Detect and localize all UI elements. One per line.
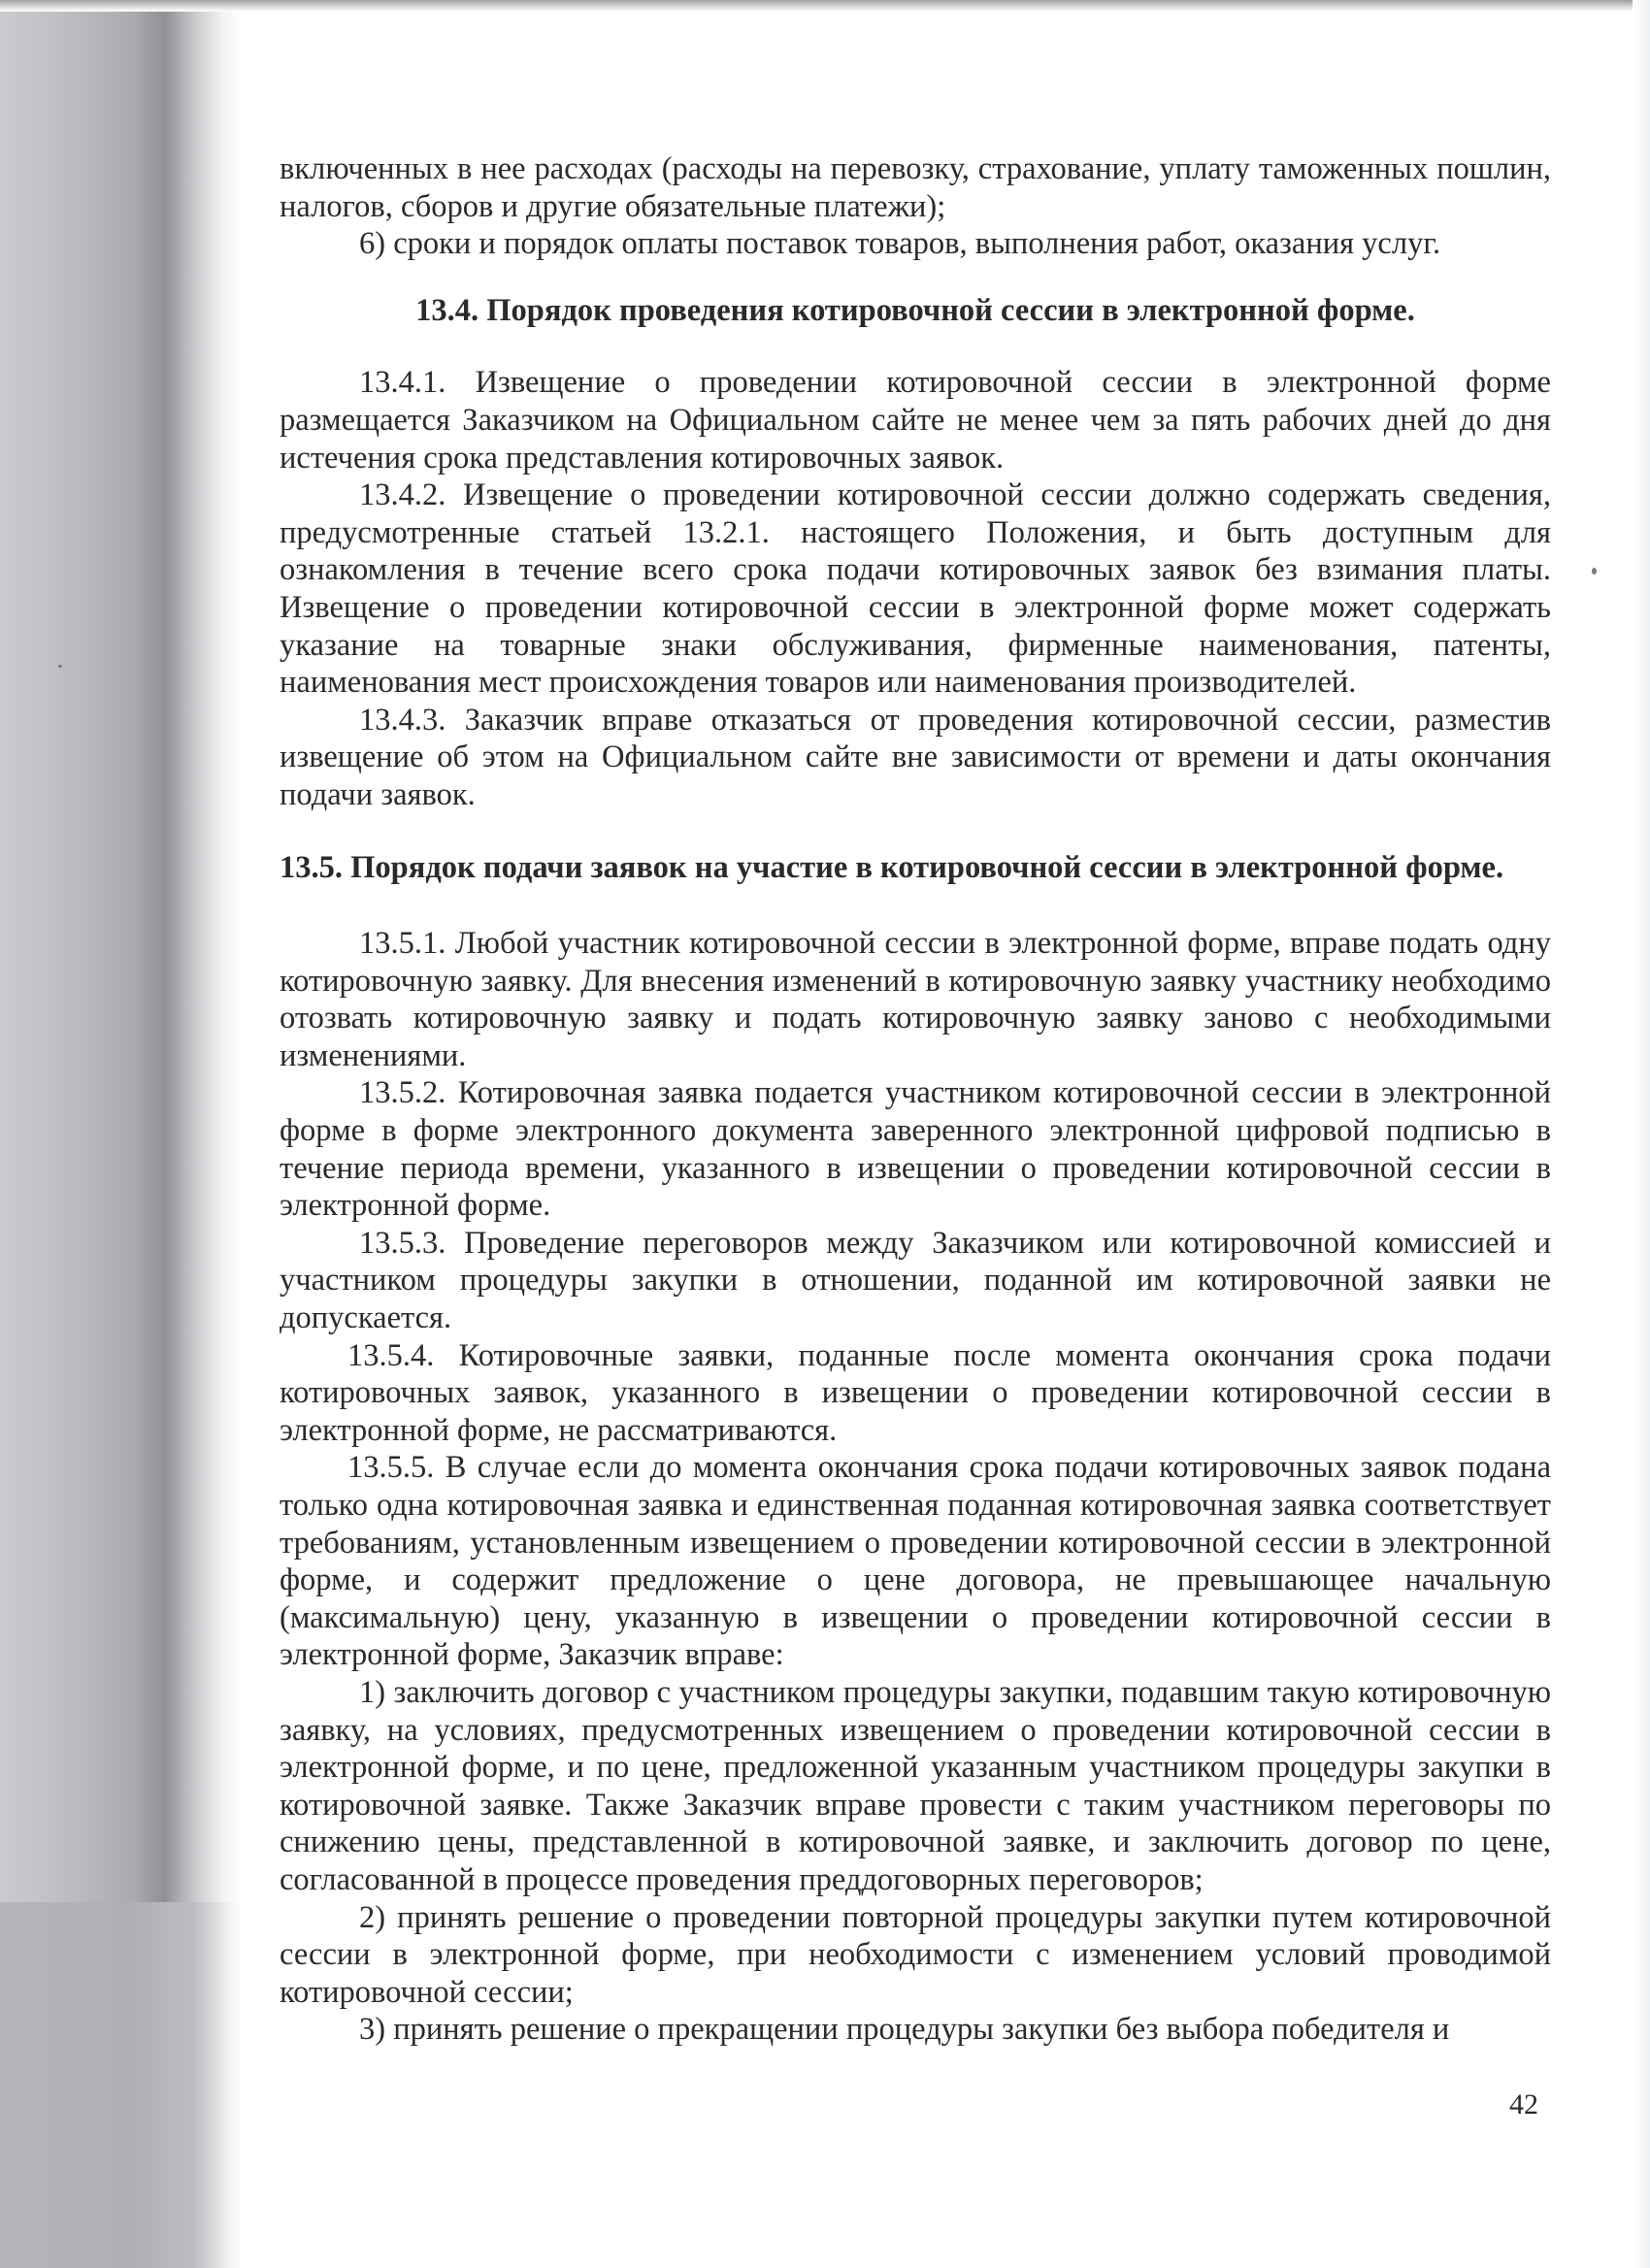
clause-13-5-1: 13.5.1. Любой участник котировочной сессии в электронной форме, вправе подать одну котировочную заявку. Для внесения изменений в котировочную заявку участнику необходимо отозвать котировочную заявку и подать котировочную заявку заново с необходимыми изменениями. bbox=[280, 926, 1551, 1073]
section-heading-13-4: 13.4. Порядок проведения котировочной сессии в электронной форме. bbox=[415, 292, 1415, 328]
list-item-2: 2) принять решение о проведении повторной процедуры закупки путем котировочной сессии в электронной форме, при необходимости с изменением условий проводимой котировочной сессии; bbox=[280, 1899, 1551, 2010]
clause-13-4-3: 13.4.3. Заказчик вправе отказаться от проведения котировочной сессии, разместив извещение об этом на Официальном сайте вне зависимости от времени и даты окончания подачи заявок. bbox=[280, 702, 1551, 812]
paragraph-continuation: включенных в нее расходах (расходы на перевозку, страхование, уплату таможенных пошлин, налогов, сборов и другие обязательные платежи); bbox=[280, 151, 1551, 224]
clause-13-5-5: 13.5.5. В случае если до момента окончания срока подачи котировочных заявок подана только одна котировочная заявка и единственная поданная котировочная заявка соответствует требованиям, установленным извещением о проведении котировочной сессии в электронной форме, и содержит предложение о цене договора, не превышающее начальную (максимальную) цену, указанную в извещении о проведении котировочной сессии в электронной форме, Заказчик вправе: bbox=[280, 1450, 1551, 1673]
scan-edge-top bbox=[0, 0, 1650, 12]
scan-edge-right bbox=[1633, 0, 1650, 2268]
page-number: 42 bbox=[1509, 2088, 1538, 2120]
list-item-3: 3) принять решение о прекращении процедуры закупки без выбора победителя и bbox=[359, 2012, 1450, 2048]
document-page bbox=[280, 150, 1551, 2049]
clause-13-4-1: 13.4.1. Извещение о проведении котировочной сессии в электронной форме размещается Заказчиком на Официальном сайте не менее чем за пять рабочих дней до дня истечения срока представления котировочных заявок. bbox=[280, 365, 1551, 476]
scan-shadow-left-lower bbox=[0, 1902, 243, 2268]
clause-13-5-4: 13.5.4. Котировочные заявки, поданные после момента окончания срока подачи котировочных заявок, указанного в извещении о проведении котировочной сессии в электронной форме, не рассматриваются. bbox=[280, 1337, 1551, 1448]
list-item-6: 6) сроки и порядок оплаты поставок товаров, выполнения работ, оказания услуг. bbox=[359, 226, 1441, 262]
clause-13-5-2: 13.5.2. Котировочная заявка подается участником котировочной сессии в электронной форме в форме электронного документа заверенного электронной цифровой подписью в течение периода времени, указанного в извещении о проведении котировочной сессии в электронной форме. bbox=[280, 1075, 1551, 1224]
scan-speck bbox=[58, 665, 62, 668]
list-item-1: 1) заключить договор с участником процедуры закупки, подавшим такую котировочную заявку, на условиях, предусмотренных извещением о проведении котировочной сессии в электронной форме, и по цене, предложенной указанным участником процедуры закупки в котировочной заявке. Также Заказчик вправе провести с таким участником переговоры по снижению цены, представленной в котировочной заявке, и заключить договор по цене, согласованной в процессе проведения преддоговорных переговоров; bbox=[280, 1674, 1551, 1897]
clause-13-5-3: 13.5.3. Проведение переговоров между Заказчиком или котировочной комиссией и участником процедуры закупки в отношении, поданной им котировочной заявки не допускается. bbox=[280, 1225, 1551, 1336]
clause-13-4-2: 13.4.2. Извещение о проведении котировочной сессии должно содержать сведения, предусмотренные статьей 13.2.1. настоящего Положения, и быть доступным для ознакомления в течение всего срока подачи котировочных заявок без взимания платы. Извещение о проведении котировочной сессии в электронной форме может содержать указание на товарные знаки обслуживания, фирменные наименования, патенты, наименования мест происхождения товаров или наименования производителей. bbox=[280, 477, 1551, 701]
scan-speck bbox=[1592, 568, 1597, 575]
section-heading-13-5: 13.5. Порядок подачи заявок на участие в котировочной сессии в электронной форме. bbox=[280, 849, 1504, 885]
